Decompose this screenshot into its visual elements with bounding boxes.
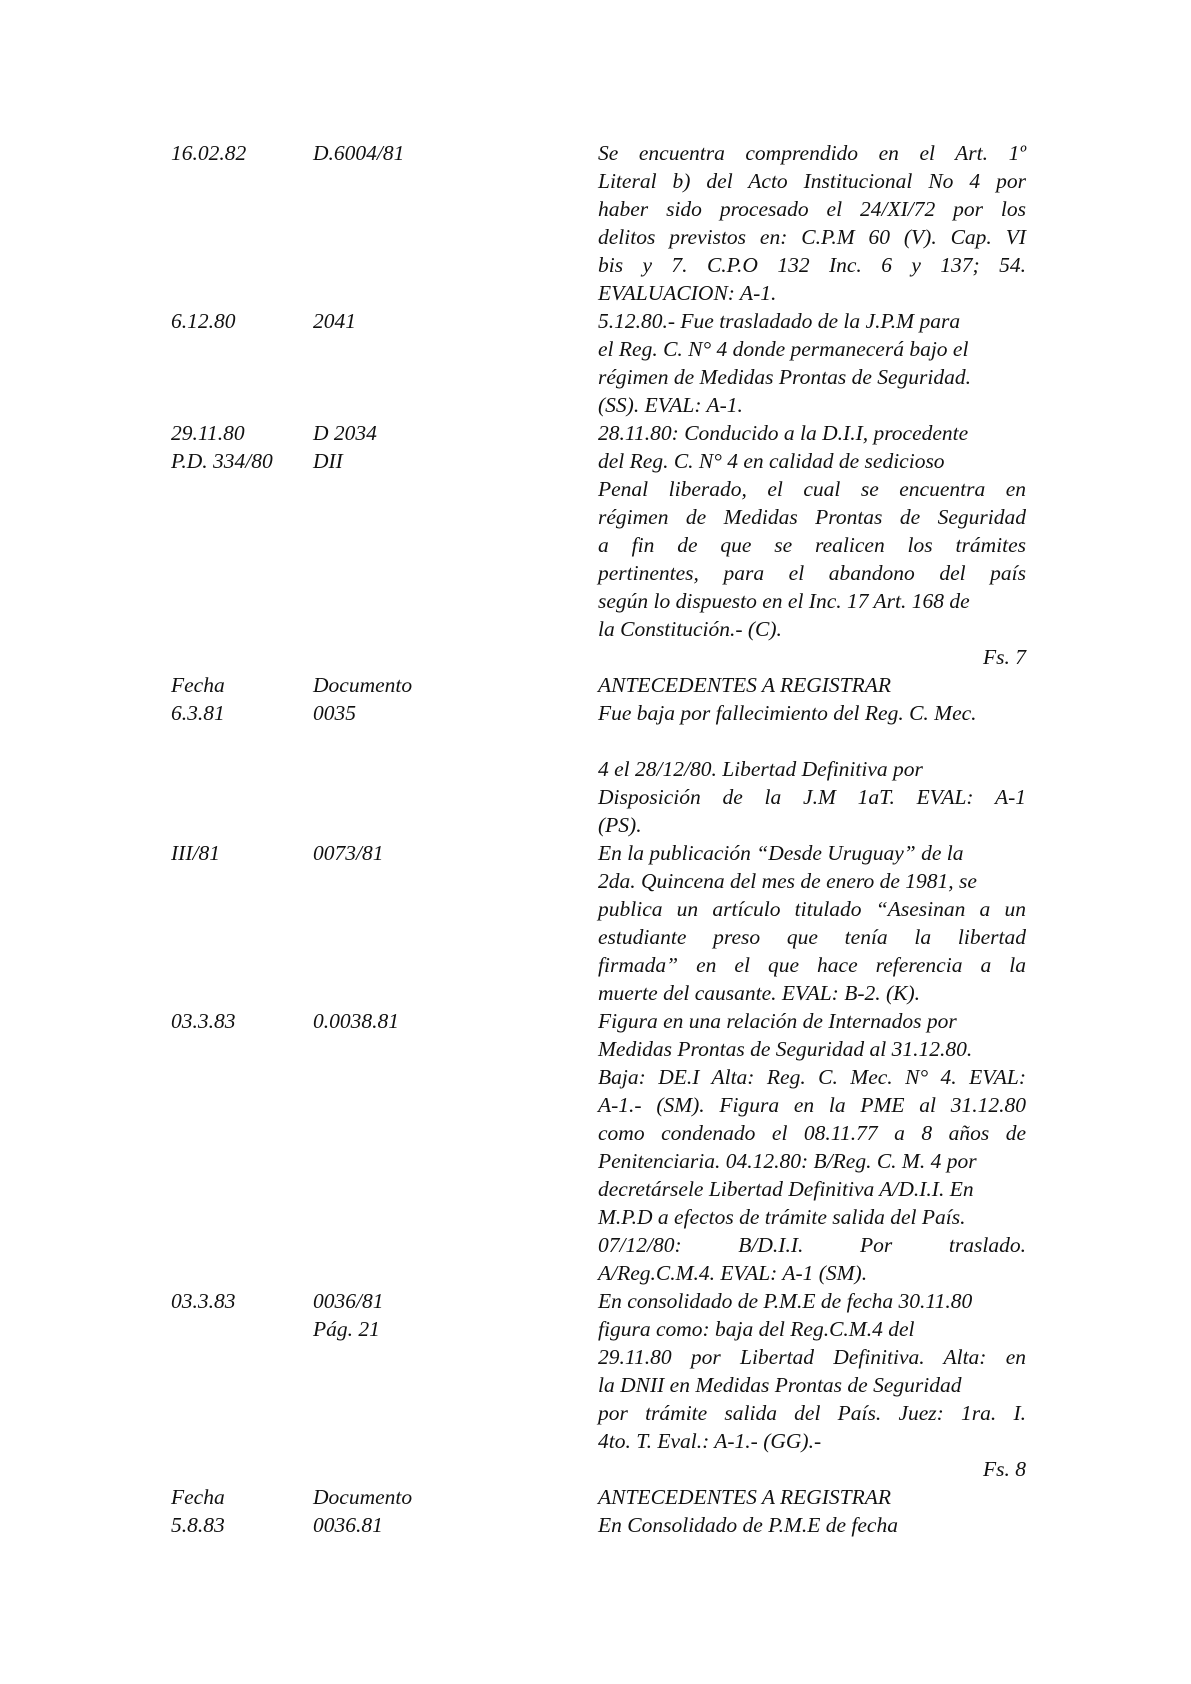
row-date: 6.3.81	[171, 701, 225, 725]
row-text-line: En la publicación “Desde Uruguay” de la	[598, 841, 964, 865]
row-text-line: 07/12/80: B/D.I.I. Por traslado.	[598, 1233, 1026, 1257]
row-text-line: 28.11.80: Conducido a la D.I.I, procedente	[598, 421, 969, 445]
row-text-line: publica un artículo titulado “Asesinan a un	[598, 897, 1026, 921]
row-text-line: A-1.- (SM). Figura en la PME al 31.12.80	[598, 1093, 1026, 1117]
row-text-line: régimen de Medidas Prontas de Seguridad.	[598, 365, 972, 389]
row-text-line: Disposición de la J.M 1aT. EVAL: A-1	[598, 785, 1026, 809]
row-document-number: 0.0038.81	[313, 1009, 399, 1033]
row-text-line: la DNII en Medidas Prontas de Seguridad	[598, 1373, 962, 1397]
row-text-line: el Reg. C. N° 4 donde permanecerá bajo el	[598, 337, 969, 361]
row-text-line: Figura en una relación de Internados por	[598, 1009, 957, 1033]
row-text-line: 5.12.80.- Fue trasladado de la J.P.M para	[598, 309, 961, 333]
row-document-number: 0036/81	[313, 1289, 384, 1313]
row-date: 03.3.83	[171, 1009, 236, 1033]
row-document-number: 2041	[313, 309, 356, 333]
row-date: III/81	[171, 841, 220, 865]
row-document-number: 0036.81	[313, 1513, 383, 1537]
row-text-line: Fue baja por fallecimiento del Reg. C. Mec.	[598, 701, 977, 725]
column-header-date: Fecha	[171, 1485, 225, 1509]
row-text-line: EVALUACION: A-1.	[598, 281, 777, 305]
row-text-line: 4to. T. Eval.: A-1.- (GG).-	[598, 1429, 822, 1453]
row-text-line: Penal liberado, el cual se encuentra en	[598, 477, 1026, 501]
row-page-reference: Pág. 21	[313, 1317, 380, 1341]
column-header-records: ANTECEDENTES A REGISTRAR	[598, 1485, 892, 1509]
row-text-line: 4 el 28/12/80. Libertad Definitiva por	[598, 757, 923, 781]
column-header-records: ANTECEDENTES A REGISTRAR	[598, 673, 892, 697]
row-text-line: 2da. Quincena del mes de enero de 1981, se	[598, 869, 977, 893]
row-document-number: D 2034	[313, 421, 377, 445]
row-text-line: pertinentes, para el abandono del país	[598, 561, 1026, 585]
row-text-line: como condenado el 08.11.77 a 8 años de	[598, 1121, 1026, 1145]
folio-number: Fs. 7	[983, 645, 1026, 669]
folio-number: Fs. 8	[983, 1457, 1026, 1481]
row-text-line: régimen de Medidas Prontas de Seguridad	[598, 505, 1026, 529]
row-text-line: estudiante preso que tenía la libertad	[598, 925, 1026, 949]
column-header-document: Documento	[313, 673, 413, 697]
row-text-line: del Reg. C. N° 4 en calidad de sedicioso	[598, 449, 945, 473]
row-document-number: D.6004/81	[313, 141, 405, 165]
row-document-number: 0035	[313, 701, 356, 725]
row-text-line: M.P.D a efectos de trámite salida del País.	[598, 1205, 966, 1229]
row-text-line: En Consolidado de P.M.E de fecha	[598, 1513, 898, 1537]
column-header-date: Fecha	[171, 673, 225, 697]
row-text-line: Medidas Prontas de Seguridad al 31.12.80.	[598, 1037, 973, 1061]
row-reference: P.D. 334/80	[171, 449, 273, 473]
row-text-line: A/Reg.C.M.4. EVAL: A-1 (SM).	[598, 1261, 868, 1285]
row-date: 29.11.80	[171, 421, 245, 445]
row-text-line: muerte del causante. EVAL: B-2. (K).	[598, 981, 921, 1005]
row-date: 16.02.82	[171, 141, 247, 165]
row-text-line: delitos previstos en: C.P.M 60 (V). Cap. VI	[598, 225, 1026, 249]
row-text-line: la Constitución.- (C).	[598, 617, 782, 641]
row-text-line: bis y 7. C.P.O 132 Inc. 6 y 137; 54.	[598, 253, 1026, 277]
row-text-line: (SS). EVAL: A-1.	[598, 393, 743, 417]
row-date: 03.3.83	[171, 1289, 236, 1313]
row-text-line: por trámite salida del País. Juez: 1ra. I.	[598, 1401, 1026, 1425]
row-text-line: (PS).	[598, 813, 642, 837]
row-text-line: Baja: DE.I Alta: Reg. C. Mec. N° 4. EVAL:	[598, 1065, 1026, 1089]
row-text-line: según lo dispuesto en el Inc. 17 Art. 168 de	[598, 589, 970, 613]
row-text-line: Literal b) del Acto Institucional No 4 por	[598, 169, 1026, 193]
row-text-line: 29.11.80 por Libertad Definitiva. Alta: en	[598, 1345, 1026, 1369]
column-header-document: Documento	[313, 1485, 413, 1509]
row-text-line: haber sido procesado el 24/XI/72 por los	[598, 197, 1026, 221]
row-text-line: a fin de que se realicen los trámites	[598, 533, 1026, 557]
row-document-number: 0073/81	[313, 841, 384, 865]
row-date: 5.8.83	[171, 1513, 225, 1537]
row-date: 6.12.80	[171, 309, 236, 333]
row-text-line: figura como: baja del Reg.C.M.4 del	[598, 1317, 915, 1341]
row-text-line: Penitenciaria. 04.12.80: B/Reg. C. M. 4 por	[598, 1149, 977, 1173]
row-text-line: Se encuentra comprendido en el Art. 1º	[598, 141, 1026, 165]
row-text-line: firmada” en el que hace referencia a la	[598, 953, 1026, 977]
row-text-line: En consolidado de P.M.E de fecha 30.11.80	[598, 1289, 973, 1313]
row-document-office: DII	[313, 449, 343, 473]
row-text-line: decretársele Libertad Definitiva A/D.I.I. En	[598, 1177, 974, 1201]
